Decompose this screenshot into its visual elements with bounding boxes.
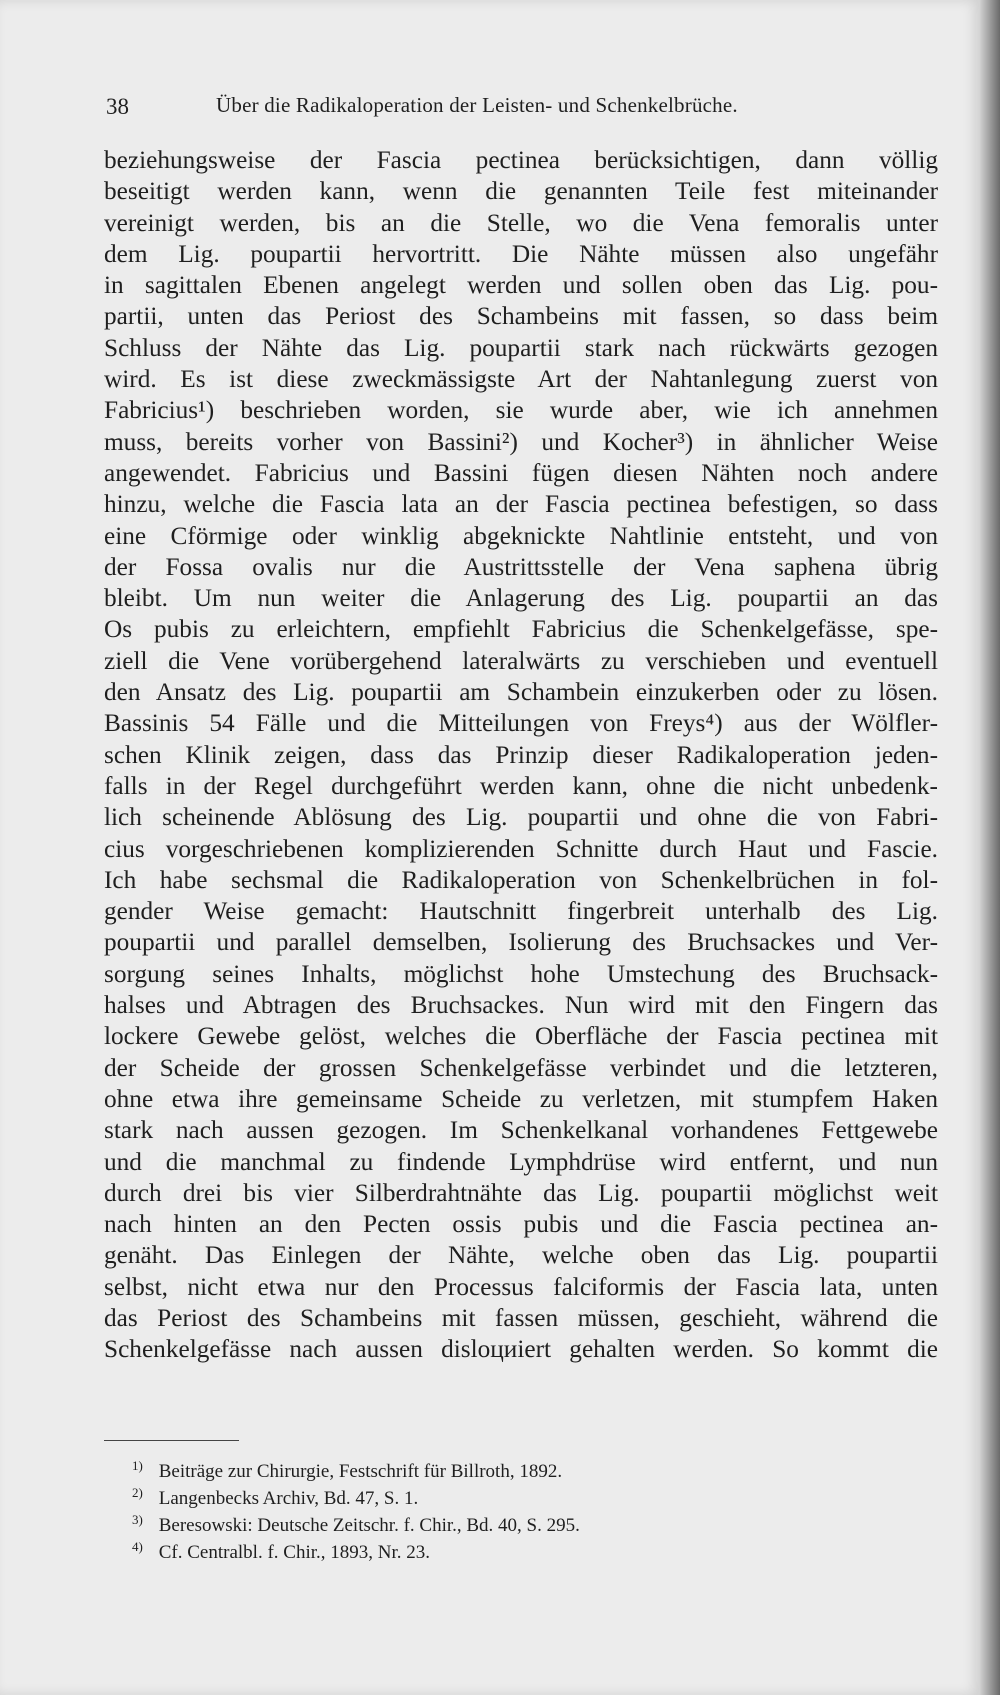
footnote-text: Beiträge zur Chirurgie, Festschrift für Billroth, 1892.: [158, 1461, 563, 1482]
footnote-mark: 2): [132, 1485, 143, 1500]
text-line: beziehungsweise der Fascia pectinea berücksichtigen, dann völlig: [104, 146, 938, 174]
text-line: Fabricius¹) beschrieben worden, sie wurde aber, wie ich annehmen: [104, 396, 938, 425]
footnote-text: Cf. Centralbl. f. Chir., 1893, Nr. 23.: [158, 1542, 431, 1563]
text-line: muss, bereits vorher von Bassini²) und Kocher³) in ähnlicher Weise: [104, 427, 938, 456]
text-line: das Periost des Schambeins mit fassen müssen, geschieht, während die: [104, 1303, 938, 1332]
text-line: Ich habe sechsmal die Radikaloperation von Schenkelbrüchen in fol-: [104, 865, 938, 894]
text-line: der Scheide der grossen Schenkelgefässe verbindet und die letzteren,: [104, 1053, 938, 1082]
text-line: Os pubis zu erleichtern, empfiehlt Fabricius die Schenkelgefässe, spe-: [104, 615, 938, 644]
text-line: der Fossa ovalis nur die Austrittsstelle der Vena saphena übrig: [104, 552, 938, 581]
text-line: selbst, nicht etwa nur den Processus falciformis der Fascia lata, unten: [104, 1272, 938, 1301]
text-line: nach hinten an den Pecten ossis pubis und die Fascia pectinea an-: [104, 1210, 938, 1239]
text-line: ohne etwa ihre gemeinsame Scheide zu verletzen, mit stumpfem Haken: [104, 1084, 938, 1113]
text-line: lockere Gewebe gelöst, welches die Oberfläche der Fascia pectinea mit: [104, 1022, 938, 1051]
text-line: eine Cförmige oder winklig abgeknickte Nahtlinie entsteht, und von: [104, 521, 938, 550]
text-line: Bassinis 54 Fälle und die Mitteilungen von Freys⁴) aus der Wölfler-: [104, 709, 938, 738]
running-head: Über die Radikaloperation der Leisten- und Schenkelbrüche.: [216, 93, 738, 117]
footnote: [132, 1539, 884, 1566]
text-line: angewendet. Fabricius und Bassini fügen diesen Nähten noch andere: [104, 458, 938, 487]
text-line: halses und Abtragen des Bruchsackes. Nun wird mit den Fingern das: [104, 991, 938, 1020]
text-line: dem Lig. poupartii hervortritt. Die Nähte müssen also ungefähr: [104, 239, 938, 268]
text-line: partii, unten das Periost des Schambeins mit fassen, so dass beim: [104, 302, 938, 331]
footnote: [132, 1485, 884, 1512]
text-line: und die manchmal zu findende Lymphdrüse wird entfernt, und nun: [104, 1147, 938, 1176]
text-line: den Ansatz des Lig. poupartii am Schambein einzukerben oder zu lösen.: [104, 678, 938, 707]
page-header: [106, 88, 886, 118]
text-line: in sagittalen Ebenen angelegt werden und sollen oben das Lig. pou-: [104, 271, 938, 300]
text-line: falls in der Regel durchgeführt werden kann, ohne die nicht unbedenk-: [104, 771, 938, 800]
text-line: lich scheinende Ablösung des Lig. poupartii und ohne die von Fabri-: [104, 803, 938, 832]
text-line: sorgung seines Inhalts, möglichst hohe Umstechung des Bruchsack-: [104, 959, 938, 988]
text-line: genäht. Das Einlegen der Nähte, welche oben das Lig. poupartii: [104, 1241, 938, 1270]
body-text: [104, 145, 938, 1366]
text-line: ziell die Vene vorübergehend lateralwärts zu verschieben und eventuell: [104, 646, 938, 675]
text-line: cius vorgeschriebenen komplizierenden Schnitte durch Haut und Fascie.: [104, 834, 938, 863]
footnote: [132, 1512, 884, 1539]
text-line: durch drei bis vier Silberdrahtnähte das Lig. poupartii möglichst weit: [104, 1178, 938, 1207]
footnote: [132, 1458, 884, 1485]
text-line: poupartii und parallel demselben, Isolierung des Bruchsackes und Ver-: [104, 928, 938, 957]
page-edge-shadow: [980, 0, 1000, 1695]
text-line: Schenkelgefässe nach aussen disloциiert gehalten werden. So kommt die: [104, 1335, 938, 1364]
text-line: Schluss der Nähte das Lig. poupartii stark nach rückwärts gezogen: [104, 333, 938, 362]
footnote-text: Beresowski: Deutsche Zeitschr. f. Chir., Bd. 40, S. 295.: [158, 1515, 580, 1536]
footnote-text: Langenbecks Archiv, Bd. 47, S. 1.: [158, 1488, 419, 1509]
text-line: schen Klinik zeigen, dass das Prinzip dieser Radikaloperation jeden-: [104, 740, 938, 769]
text-line: beseitigt werden kann, wenn die genannten Teile fest miteinander: [104, 177, 938, 206]
text-line: vereinigt werden, bis an die Stelle, wo die Vena femoralis unter: [104, 208, 938, 237]
text-line: gender Weise gemacht: Hautschnitt fingerbreit unterhalb des Lig.: [104, 897, 938, 926]
text-line: wird. Es ist diese zweckmässigste Art der Nahtanlegung zuerst von: [104, 365, 938, 394]
footnotes: [132, 1458, 884, 1566]
footnote-divider: [104, 1440, 239, 1441]
footnote-mark: 1): [132, 1458, 143, 1473]
text-line: stark nach aussen gezogen. Im Schenkelkanal vorhandenes Fettgewebe: [104, 1116, 938, 1145]
text-line: bleibt. Um nun weiter die Anlagerung des Lig. poupartii an das: [104, 584, 938, 613]
footnote-mark: 4): [132, 1539, 143, 1554]
text-line: hinzu, welche die Fascia lata an der Fascia pectinea befestigen, so dass: [104, 490, 938, 519]
page-number: 38: [106, 94, 129, 119]
footnote-mark: 3): [132, 1512, 143, 1527]
